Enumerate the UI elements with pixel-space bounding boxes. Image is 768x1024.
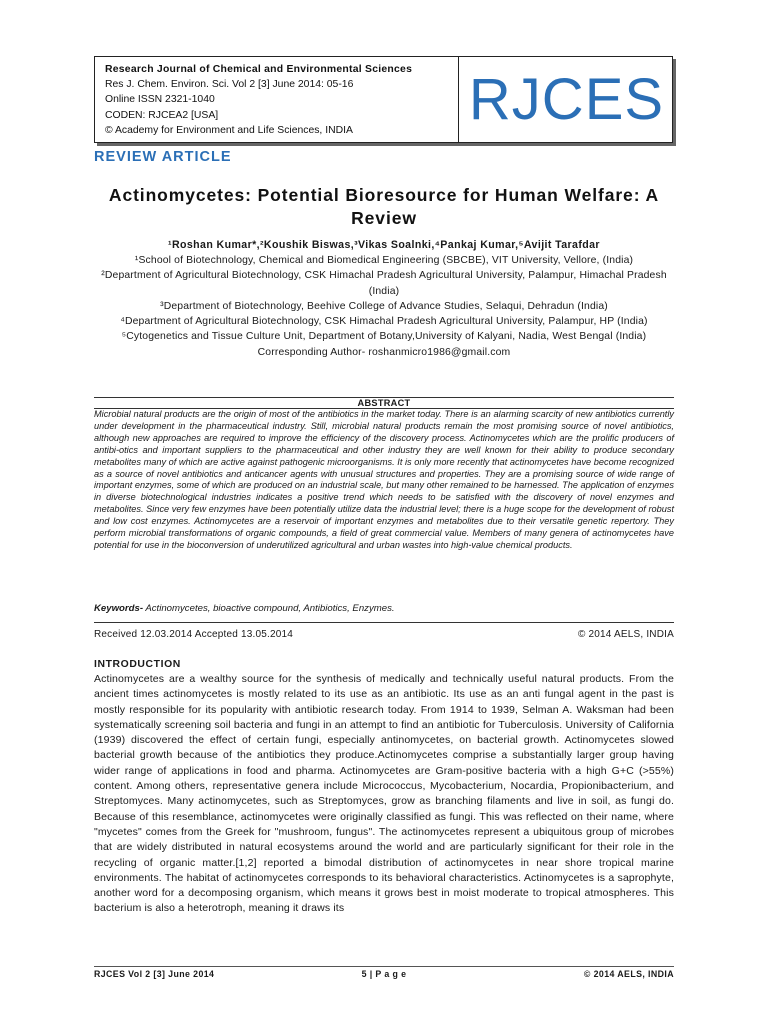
affiliation-3: ³Department of Biotechnology, Beehive College of Advance Studies, Selaqui, Dehradun (India) <box>160 300 608 312</box>
abstract-bottom-rule <box>94 622 674 623</box>
footer-page-number: 5 | P a g e <box>361 969 407 979</box>
abstract-body <box>94 409 674 552</box>
journal-info <box>95 57 459 142</box>
corresponding-author: Corresponding Author- roshanmicro1986@gmail.com <box>257 346 511 358</box>
journal-name: Research Journal of Chemical and Environmental Sciences <box>105 64 413 75</box>
affiliations <box>94 253 674 360</box>
copyright-notice: © 2014 AELS, INDIA <box>577 629 674 640</box>
journal-issn: Online ISSN 2321-1040 <box>105 94 215 106</box>
footer-rule <box>94 966 674 967</box>
introduction-heading: INTRODUCTION <box>94 659 181 670</box>
journal-citation: Res J. Chem. Environ. Sci. Vol 2 [3] June 2014: 05-16 <box>105 79 354 91</box>
keywords-label: Keywords- <box>94 603 144 614</box>
author-list: ¹Roshan Kumar*,²Koushik Biswas,³Vikas Soalnki,⁴Pankaj Kumar,⁵Avijit Tarafdar <box>168 239 600 251</box>
keywords <box>94 603 674 614</box>
introduction-text: Actinomycetes are a wealthy source for the synthesis of medically and technically useful natural products. From the ancient times actinomycetes is mostly related to its use as an antibiotic. Its use as an anti fungal agent in the past is mostly responsible for its popularity with antibiotic research today. From 1914 to 1939, Selman A. Waksman had been systematically screening soil bacteria and fungi in an attempt to find an antibiotic for Tuberculosis. University of California (1939) discovered the effect of certain fungi, especially antinomycetes, on bacterial growth. Actinomycetes slowed bacterial growth because of the antibiotics they produce.Actinomycetes comprise a substantially larger group having wider range of applications in food and pharma. Actinomycetes are Gram-positive bacteria with a high G+C (>55%) content. Among others, representative genera include Micrococcus, Mycobacterium, Nocardia, Propionibacterium, and Streptomyces. Many actinomycetes, such as Streptomyces, grow as branching filaments and live in soil, as fungi do. Because of this resemblance, actinomycetes were originally classified as fungi. This was reflected on their name, where "mycetes" comes from the Greek for "mushroom, fungus". The actinomycetes represent a ubiquitous group of microbes that are widely distributed in natural ecosystems around the world and are particularly significant for their role in the recycling of organic matter.[1,2] reported a bimodal distribution of actinomycetes in near shore tropical marine environments. The habitat of actinomycetes corresponds to its behavioral characteristics. Actinomycetes is a saprophyte, another word for a decomposing organism, which means it grows best in moist moderate to tropical atmospheres. This bacterium is also a heterotroph, meaning it draws its <box>94 673 674 915</box>
affiliation-1: ¹School of Biotechnology, Chemical and Biomedical Engineering (SBCBE), VIT University, Vellore, (India) <box>134 255 634 266</box>
journal-academy: © Academy for Environment and Life Sciences, INDIA <box>105 124 353 136</box>
introduction-body <box>94 672 674 917</box>
received-dates: Received 12.03.2014 Accepted 13.05.2014 <box>94 629 294 640</box>
keywords-list: Actinomycetes, bioactive compound, Antibiotics, Enzymes. <box>143 603 395 614</box>
paper-title: Actinomycetes: Potential Bioresource for Human Welfare: A Review <box>108 185 660 228</box>
journal-logo: RJCES <box>468 67 665 132</box>
journal-header-box <box>94 56 673 143</box>
abstract-text: Microbial natural products are the origin of most of the antibiotics in the market today. There is an alarming scarcity of new antibiotics currently under development in the pharmaceutical industry. Still, microbial natural products remain the most promising source of novel antibiotics, although new approaches are required to improve the efficiency of the discovery process. Actinomycetes which are the prolific producers of antibi-otics and important suppliers to the pharmaceutical and other industry they are well known for their ability to produce secondary metabolites many of which are active against pathogenic microorganisms. It is only more recently that actinomycetes have become recognized as a source of novel antibiotics and anticancer agents with unusual structures and properties. They are a promising source of wide range of important enzymes, some of which are produced on an industrial scale, but many other remained to be harnessed. The application of enzymes in diverse biotechnological industries indicates a positive trend which needs to be satisfied with the discovery of novel enzymes and metabolites. Since very few enzymes have been potentially utilize data the industrial level; there is a huge scope for the development of robust and low cost enzymes. Actinomycetes are a reservoir of important enzymes and metabolites due to their versatile genetic repertory. They perform microbial transformations of organic compounds, a field of great commercial value. Members of many genera of actinomycetes have potential for use in the bioconversion of underutilized agricultural and urban wastes into high-value chemical products. <box>94 409 674 550</box>
affiliation-4: ⁴Department of Agricultural Biotechnology, CSK Himachal Pradesh Agricultural University, Palampur, HP (India) <box>120 316 648 328</box>
article-type: REVIEW ARTICLE <box>94 149 232 165</box>
footer-copyright: © 2014 AELS, INDIA <box>583 969 674 979</box>
affiliation-5: ⁵Cytogenetics and Tissue Culture Unit, Department of Botany,University of Kalyani, Nadia, West Bengal (India) <box>121 331 647 343</box>
footer-journal: RJCES Vol 2 [3] June 2014 <box>94 969 215 979</box>
journal-coden: CODEN: RJCEA2 [USA] <box>105 109 219 121</box>
affiliation-2: ²Department of Agricultural Biotechnology, CSK Himachal Pradesh Agricultural University, Palampur, Himachal Pradesh (India) <box>101 270 667 297</box>
abstract-heading: ABSTRACT <box>357 398 411 408</box>
